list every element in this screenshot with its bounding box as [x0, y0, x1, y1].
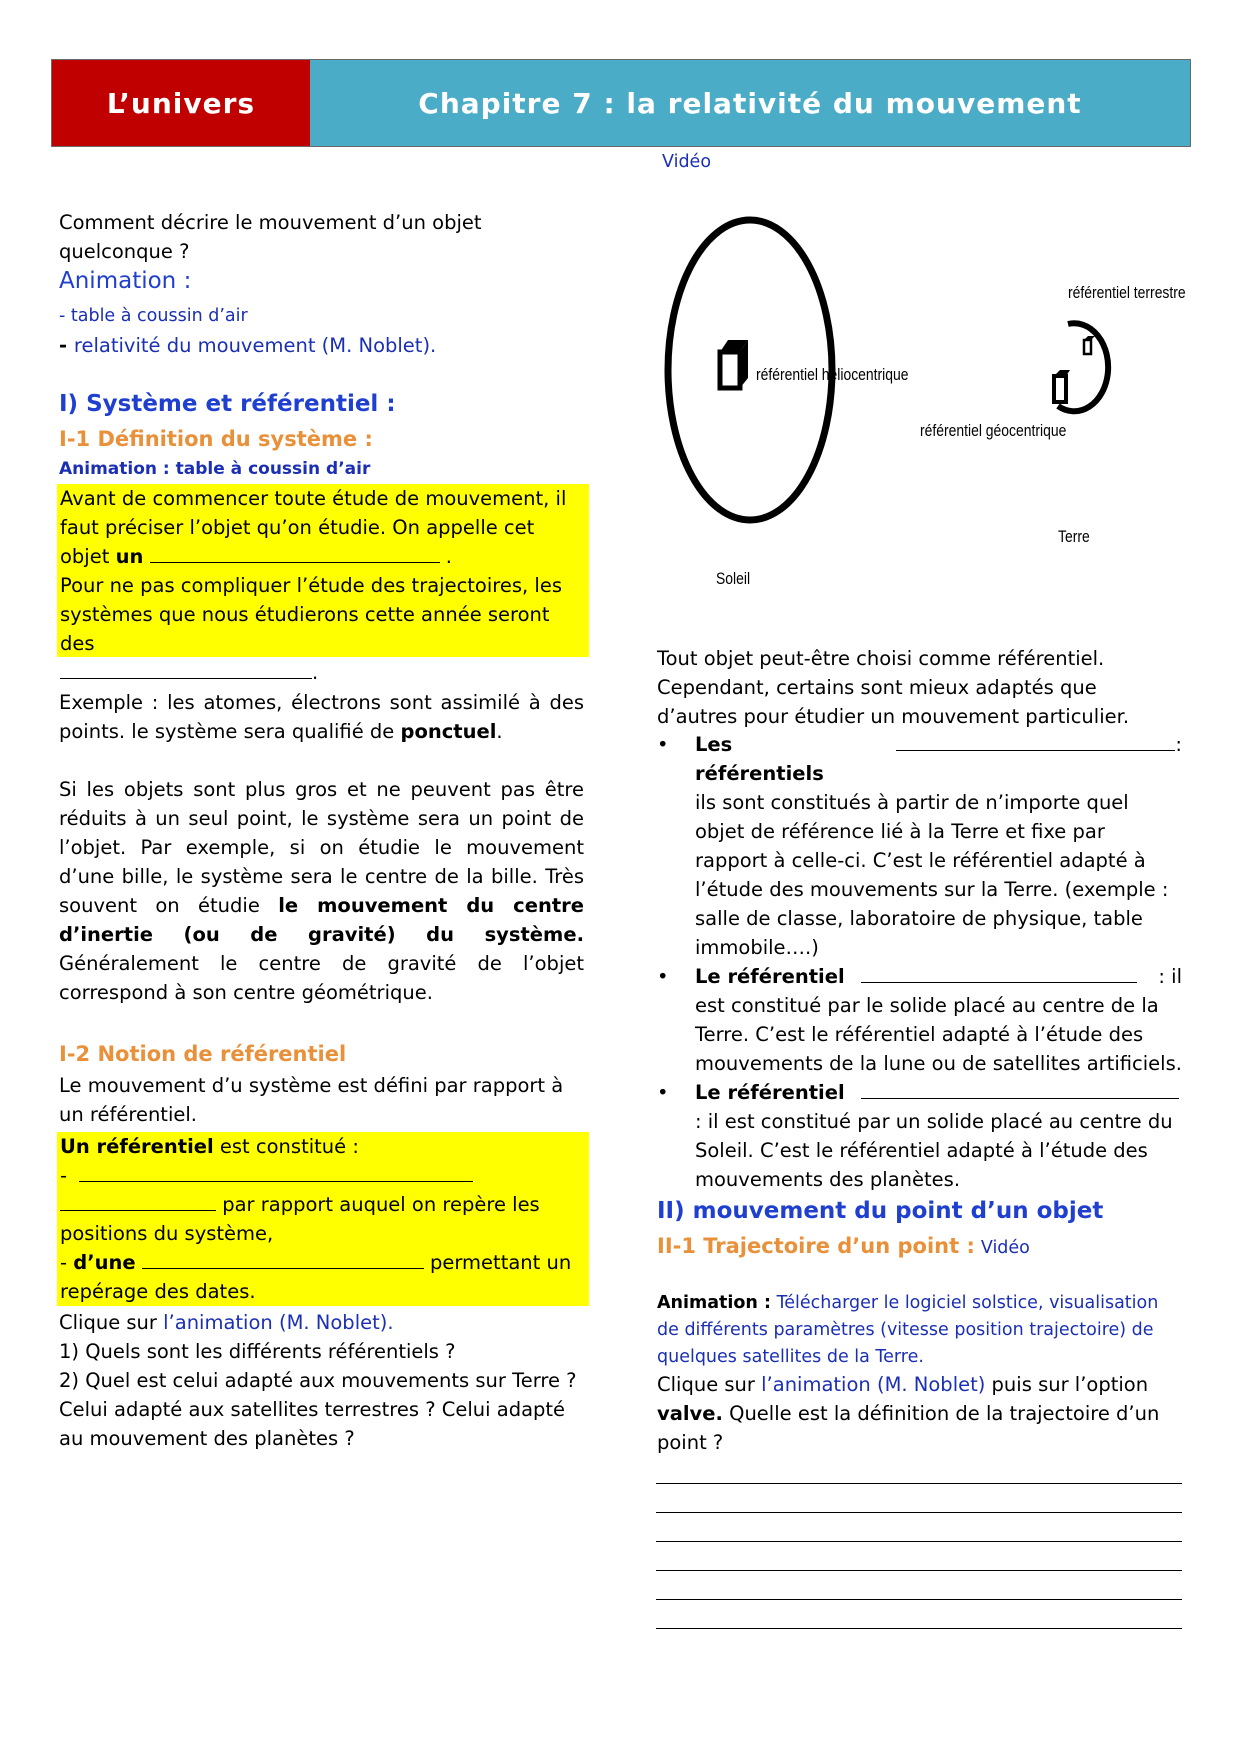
box1-line6 — [60, 658, 589, 687]
animation-noblet-link[interactable]: l’animation (M. Noblet). — [163, 1311, 394, 1334]
referentiels-diagram — [650, 200, 1210, 620]
box2-l5a: - — [60, 1251, 74, 1274]
centre-inertie-paragraph — [59, 775, 584, 1007]
box1-line4: Pour ne pas compliquer l’étude des trajectoires, les — [60, 574, 563, 597]
valve-option: valve. — [657, 1402, 723, 1425]
box2-l5b: d’une — [73, 1251, 136, 1274]
click-animation-line — [59, 1308, 589, 1337]
box2-dash: - — [60, 1164, 68, 1187]
box2-l1b: est constitué : — [213, 1135, 359, 1158]
para-text-a: Si les objets sont plus gros et ne peuvent pas être réduits à un seul point, le système sera un point de l’objet. Par exemple, si on étudie le mouvement d’une bille, le système sera le centre de la bille. Très souvent on étudie — [59, 778, 584, 917]
dash: - — [59, 334, 74, 357]
box1-l3a: objet — [60, 545, 116, 568]
item1-head — [695, 730, 1182, 788]
animation-heading: Animation : — [59, 268, 192, 294]
chapter-header — [51, 59, 1191, 147]
blank-objet-reference[interactable] — [79, 1161, 473, 1182]
box2-line6: repérage des dates. — [60, 1280, 256, 1303]
box2-line3 — [60, 1190, 589, 1219]
blank-objet-reference-2[interactable] — [60, 1190, 216, 1211]
label-soleil: Soleil — [716, 569, 751, 589]
example-bold: ponctuel — [400, 720, 497, 743]
definition-box-referentiel — [57, 1132, 589, 1306]
link-relativite-row — [59, 331, 436, 360]
terrestre-cube-icon — [1084, 336, 1095, 354]
click-text: Clique sur — [59, 1311, 164, 1334]
item1-label: • Les référentiels — [695, 733, 824, 785]
section2-title: II) mouvement du point d’un objet — [657, 1198, 1104, 1224]
box2-line1 — [60, 1132, 589, 1161]
answer-line[interactable] — [656, 1628, 1182, 1629]
blank-horloge[interactable] — [142, 1248, 424, 1269]
box1-line2: faut préciser l’objet qu’on étudie. On appelle cet — [60, 516, 535, 539]
helio-cube-icon — [720, 340, 748, 388]
answer-line[interactable] — [656, 1599, 1182, 1600]
video-link-trajectoire[interactable]: Vidéo — [980, 1238, 1030, 1258]
answer-line[interactable] — [656, 1483, 1182, 1484]
example-end: . — [496, 720, 503, 743]
box1-line3 — [60, 542, 589, 571]
video-link-top[interactable]: Vidéo — [662, 152, 712, 172]
box2-line4: positions du système, — [60, 1222, 274, 1245]
anim-label: Animation : — [657, 1293, 771, 1313]
trajectory-question — [657, 1370, 1182, 1457]
item3-head — [695, 1078, 1182, 1107]
right-intro: Tout objet peut-être choisi comme référentiel. Cependant, certains sont mieux adaptés que d’autres pour étudier un mouvement particulier. — [657, 647, 1130, 728]
box1-l6: . — [312, 661, 319, 684]
definition-box-systeme — [57, 484, 589, 684]
list-item-terrestre — [657, 730, 1182, 962]
item3-label: • Le référentiel — [695, 1081, 845, 1104]
blank-systeme[interactable] — [150, 542, 440, 563]
box1-line5: systèmes que nous étudierons cette année seront des — [60, 603, 550, 655]
item2-text: est constitué par le solide placé au centre de la Terre. C’est le référentiel adapté à l’étude des mouvements de la lune ou de satellites artificiels. — [695, 994, 1182, 1075]
item2-head — [695, 962, 1182, 991]
section1-sub2-title: I-2 Notion de référentiel — [59, 1042, 347, 1066]
blank-geocentrique[interactable] — [861, 962, 1137, 983]
list-item-geocentrique — [657, 962, 1182, 1078]
list-item-heliocentrique — [657, 1078, 1182, 1194]
box1-line1: Avant de commencer toute étude de mouvement, il — [60, 487, 567, 510]
box2-l1a: Un référentiel — [60, 1135, 214, 1158]
header-chapter-title: Chapitre 7 : la relativité du mouvement — [310, 60, 1190, 146]
para-bold: le mouvement du centre d’inertie (ou de gravité) du système. — [59, 894, 584, 946]
animation-table-coussin-link[interactable]: Animation : table à coussin d’air — [59, 459, 371, 479]
box2-l5c: permettant un — [423, 1251, 572, 1274]
solstice-download-link[interactable]: Télécharger le logiciel solstice, visualisation de différents paramètres (vitesse position trajectoire) de quelques satellites de la Terre. — [657, 1293, 1159, 1367]
question-2: 2) Quel est celui adapté aux mouvements sur Terre ? Celui adapté aux satellites terrestres ? Celui adapté au mouvement des planètes ? — [59, 1369, 577, 1450]
link-relativite-mouvement[interactable]: relativité du mouvement (M. Noblet). — [73, 334, 437, 357]
label-terrestre: référentiel terrestre — [1068, 283, 1186, 303]
box1-l3c: . — [439, 545, 452, 568]
label-geo: référentiel géocentrique — [920, 421, 1067, 441]
link-table-coussin-air[interactable]: - table à coussin d’air — [59, 306, 248, 326]
blank-terrestres[interactable] — [896, 730, 1176, 751]
answer-line[interactable] — [656, 1541, 1182, 1542]
box2-line2 — [60, 1161, 589, 1190]
section1-title: I) Système et référentiel : — [59, 391, 396, 417]
label-helio: référentiel héliocentrique — [756, 365, 909, 385]
answer-line[interactable] — [656, 1570, 1182, 1571]
blank-heliocentrique[interactable] — [861, 1078, 1179, 1099]
header-subject: L’univers — [52, 60, 310, 146]
section1-sub1-title: I-1 Définition du système : — [59, 427, 373, 451]
item3-text: : il est constitué par un solide placé au centre du Soleil. C’est le référentiel adapté à l’étude des mouvements des planètes. — [695, 1110, 1173, 1191]
question-1: 1) Quels sont les différents référentiels ? — [59, 1340, 456, 1363]
example-paragraph — [59, 688, 584, 746]
questions-block — [59, 1308, 589, 1453]
box2-l3: par rapport auquel on repère les — [216, 1193, 540, 1216]
example-text: Exemple : les atomes, électrons sont assimilé à des points. le système sera qualifié de — [59, 691, 584, 743]
click2-text: Clique sur — [657, 1373, 762, 1396]
blank-points[interactable] — [60, 658, 312, 679]
item1-sep: : — [1175, 733, 1182, 756]
para-text-c: Généralement le centre de gravité de l’objet correspond à son centre géométrique. — [59, 952, 584, 1004]
answer-line[interactable] — [656, 1512, 1182, 1513]
section2-sub1-title: II-1 Trajectoire d’un point : — [657, 1234, 975, 1258]
geo-cube-icon — [1054, 370, 1070, 402]
item2-label: • Le référentiel — [695, 965, 845, 988]
animation-noblet-link-2[interactable]: l’animation (M. Noblet) — [761, 1373, 986, 1396]
label-terre: Terre — [1058, 527, 1090, 547]
item2-sep: : il — [1158, 965, 1182, 988]
item1-text: ils sont constitués à partir de n’importe quel objet de référence lié à la Terre et fixe par rapport à celle-ci. C’est le référentiel adapté à l’étude des mouvements sur la Terre. (exemple : salle de classe, laboratoire de physique, table immobile….) — [695, 791, 1169, 959]
referentiel-intro: Le mouvement d’u système est défini par rapport à un référentiel. — [59, 1074, 564, 1126]
box2-line5 — [60, 1248, 589, 1277]
animation-solstice-block — [657, 1290, 1182, 1371]
box1-l3b: un — [115, 545, 144, 568]
section2-sub1-row — [657, 1234, 1030, 1258]
referentiels-list — [657, 730, 1182, 1194]
intro-question: Comment décrire le mouvement d’un objet quelconque ? — [59, 211, 482, 263]
click2-end: Quelle est la définition de la trajectoire d’un point ? — [657, 1402, 1160, 1454]
click2-mid: puis sur l’option — [985, 1373, 1149, 1396]
